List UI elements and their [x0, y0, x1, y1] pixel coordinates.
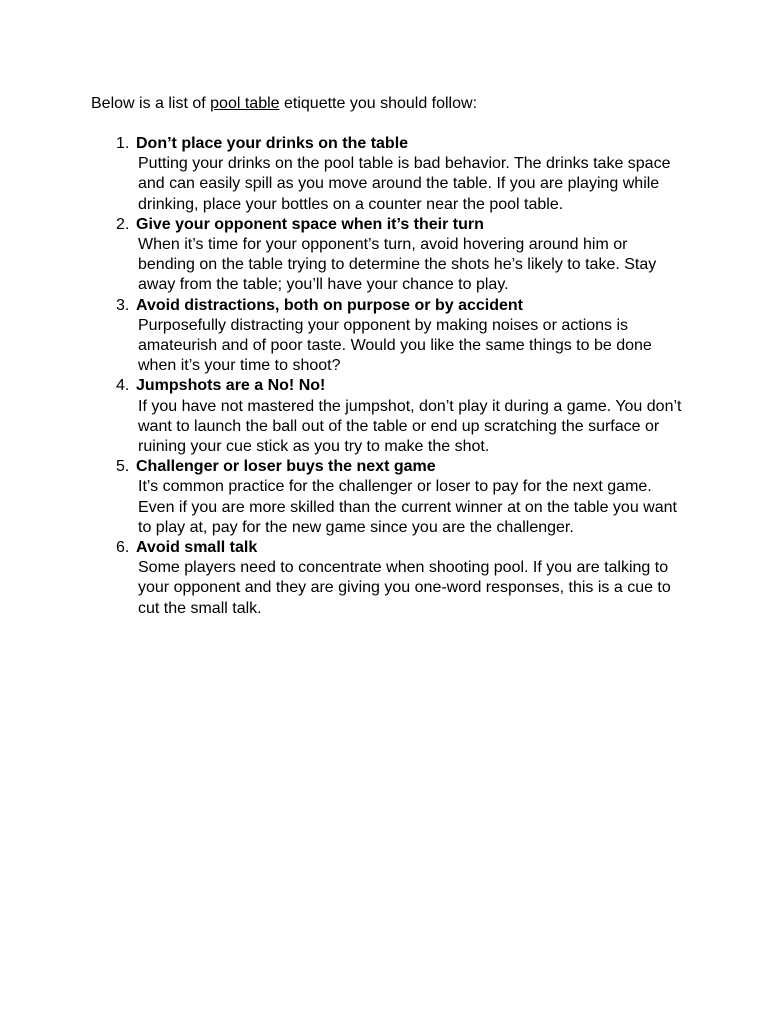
list-item — [91, 376, 691, 457]
item-number: 2. — [116, 215, 130, 233]
item-heading: Jumpshots are a No! No! — [136, 377, 326, 395]
list-item — [91, 457, 691, 538]
item-body: Some players need to concentrate when shooting pool. If you are talking to your opponent and they are giving you one-word responses, this is a cue to cut the small talk. — [138, 559, 671, 617]
item-heading: Give your opponent space when it’s their turn — [136, 215, 484, 233]
intro-paragraph — [91, 94, 691, 114]
document-page — [91, 94, 691, 619]
list-item — [91, 538, 691, 619]
list-item — [91, 134, 691, 215]
item-heading: Challenger or loser buys the next game — [136, 458, 436, 476]
item-body: Putting your drinks on the pool table is bad behavior. The drinks take space and can easily spill as you move around the table. If you are playing while drinking, place your bottles on a counter near the pool table. — [138, 155, 671, 213]
item-heading: Avoid small talk — [136, 539, 258, 557]
item-body: It’s common practice for the challenger or loser to pay for the next game. Even if you are more skilled than the current winner at on the table you want to play at, pay for the new game since you are the challenger. — [138, 478, 677, 536]
item-heading: Avoid distractions, both on purpose or by accident — [136, 296, 523, 314]
pool-table-link[interactable]: pool table — [210, 95, 280, 112]
item-number: 4. — [116, 377, 130, 395]
item-body: Purposefully distracting your opponent by making noises or actions is amateurish and of poor taste. Would you like the same things to be done when it’s your time to shoot? — [138, 316, 652, 375]
item-heading: Don’t place your drinks on the table — [136, 135, 409, 152]
item-number: 5. — [116, 458, 130, 476]
item-body: When it’s time for your opponent’s turn, avoid hovering around him or bending on the table trying to determine the shots he’s likely to take. Stay away from the table; you’ll have your chance to play. — [138, 236, 657, 294]
item-number: 6. — [116, 539, 130, 557]
intro-text-before: Below is a list of — [91, 95, 211, 112]
item-number: 1. — [116, 135, 130, 152]
list-item — [91, 215, 691, 296]
item-body: If you have not mastered the jumpshot, don’t play it during a game. You don’t want to launch the ball out of the table or end up scratching the surface or ruining your cue stick as you try to make the shot. — [138, 397, 682, 456]
intro-text-after: etiquette you should follow: — [279, 95, 478, 112]
etiquette-list — [91, 134, 691, 619]
item-number: 3. — [116, 296, 130, 314]
list-item — [91, 296, 691, 377]
